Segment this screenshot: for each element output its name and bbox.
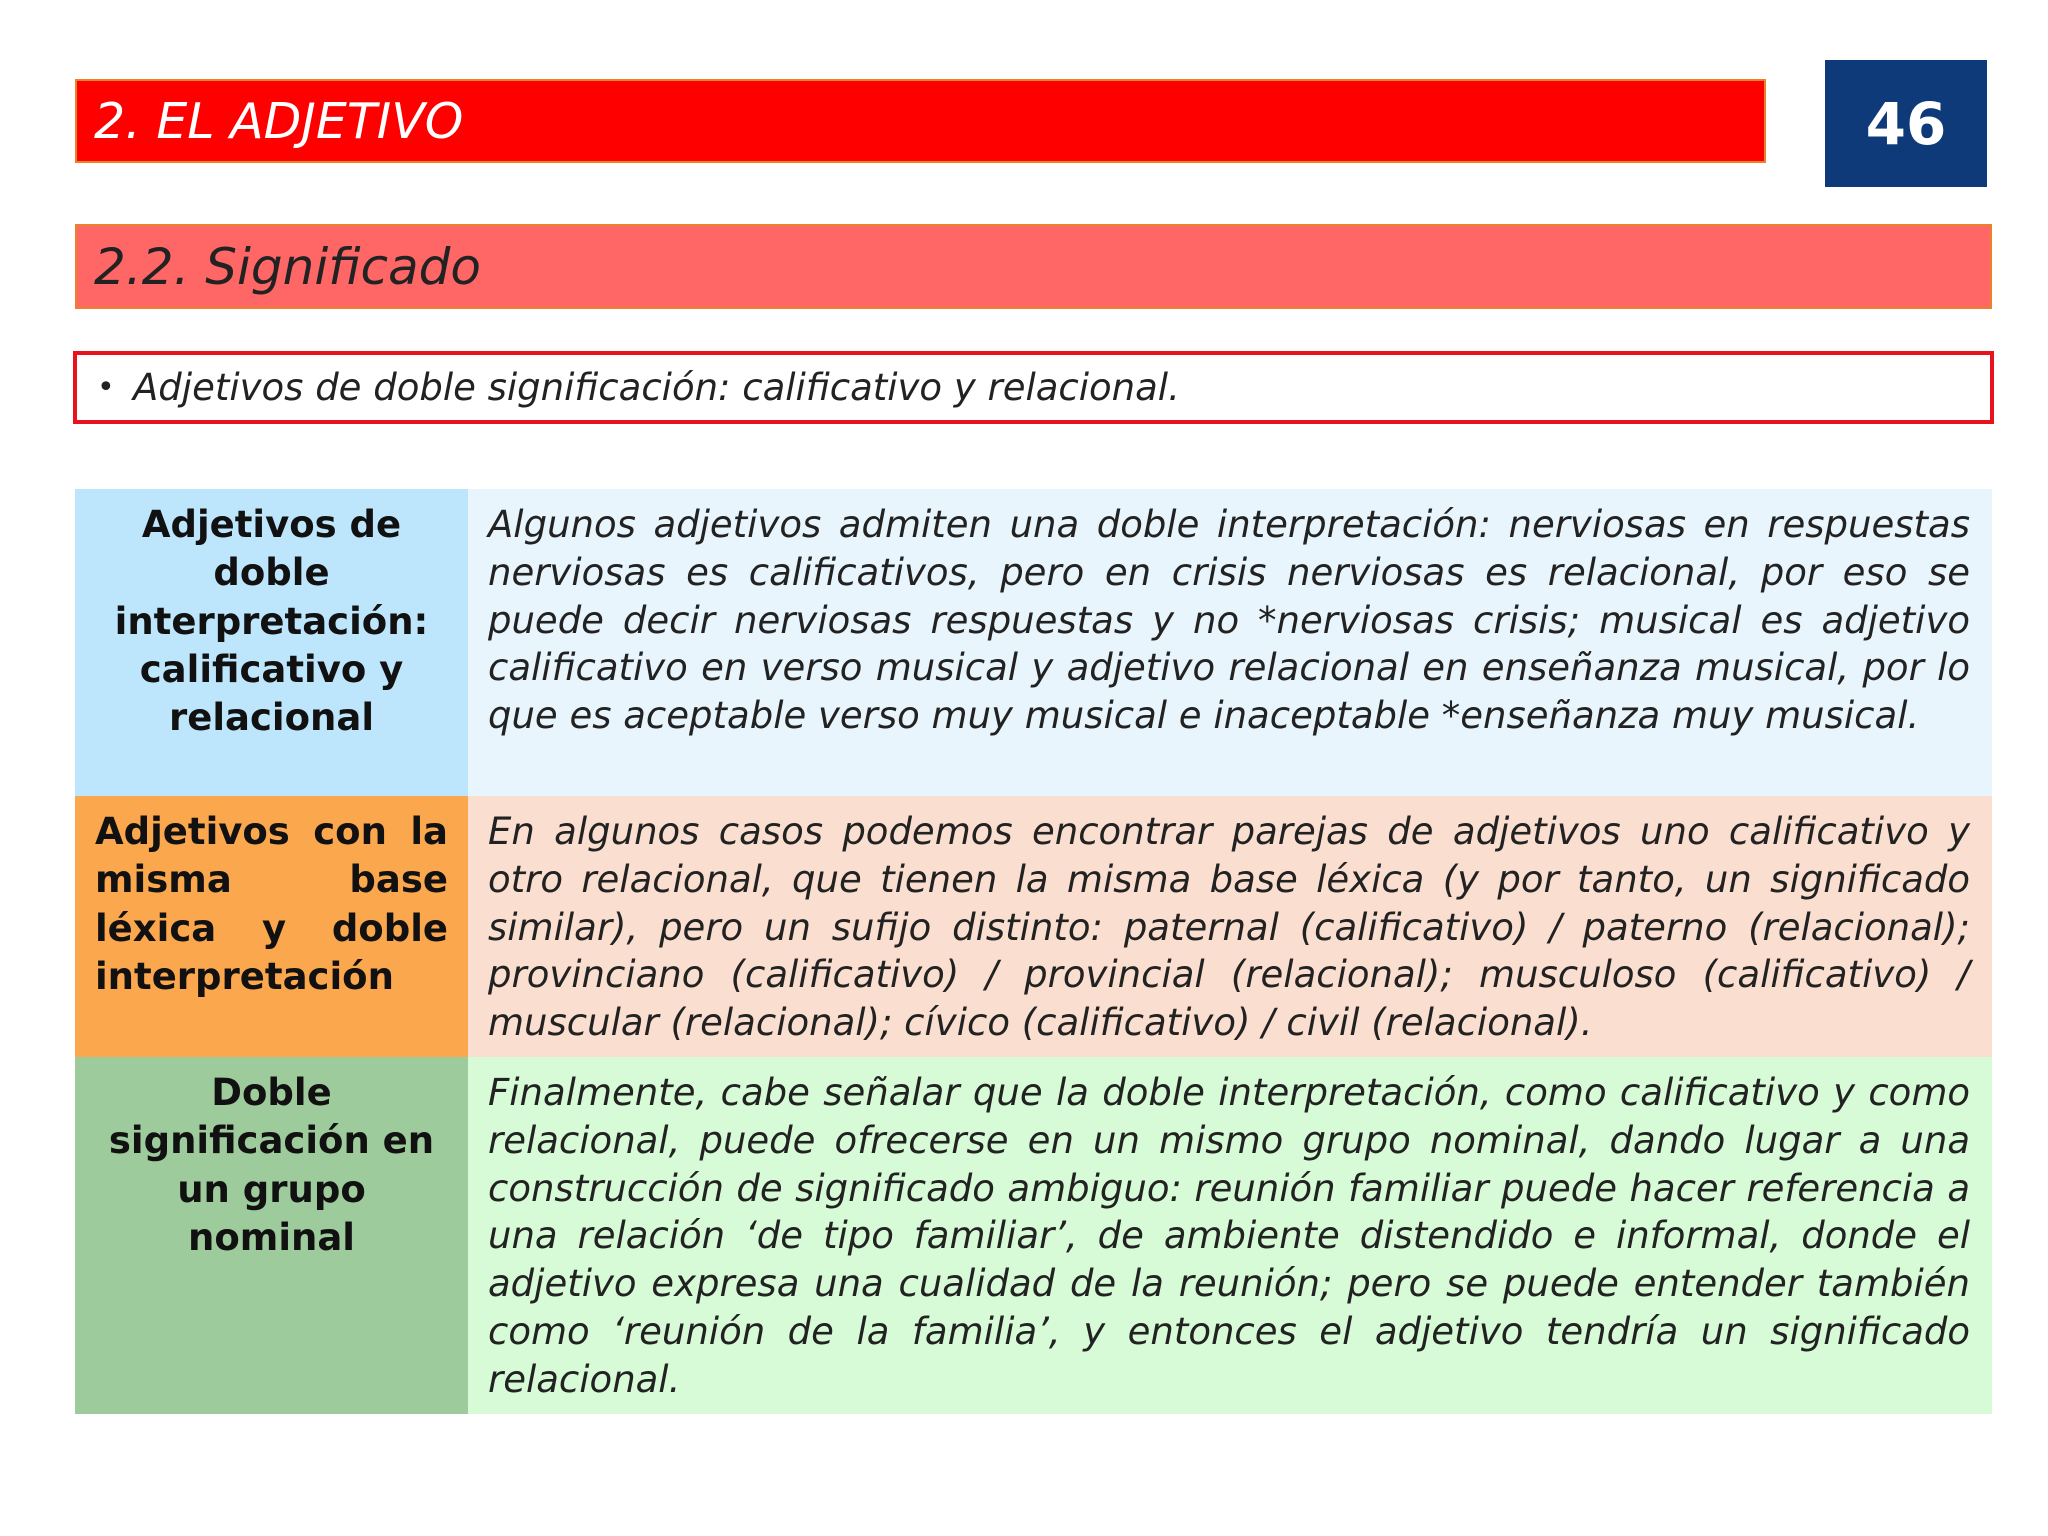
row-content: Finalmente, cabe señalar que la doble interpretación, como calificativo y como relacional, puede ofrecerse en un mismo grupo nominal, dando lugar a una construcción de significado ambiguo: reunión familiar puede hacer referencia a una relación ‘de tipo familiar’, de ambiente distendido e informal, donde el adjetivo expresa una cualidad de la reunión; pero se puede entender también como ‘reunión de la familia’, y entonces el adjetivo tendría un significado relacional. bbox=[468, 1057, 1992, 1414]
row-content: En algunos casos podemos encontrar parejas de adjetivos uno calificativo y otro relacional, que tienen la misma base léxica (y por tanto, un significado similar), pero un sufijo distinto: paternal (calificativo) / paterno (relacional); provinciano (calificativo) / provincial (relacional); musculoso (calificativo) / muscular (relacional); cívico (calificativo) / civil (relacional). bbox=[468, 796, 1992, 1057]
subsection-title: 2.2. Significado bbox=[94, 237, 482, 296]
bullet-text: Adjetivos de doble significación: calificativo y relacional. bbox=[133, 366, 1180, 409]
table-row bbox=[75, 1057, 1992, 1414]
section-title-bar bbox=[75, 79, 1766, 163]
table-row bbox=[75, 489, 1992, 796]
row-label: Doble significación en un grupo nominal bbox=[75, 1057, 468, 1414]
bullet-marker: • bbox=[97, 370, 115, 405]
row-label: Adjetivos con la misma base léxica y doble interpretación bbox=[75, 796, 468, 1057]
subsection-title-bar bbox=[75, 224, 1992, 309]
table-row bbox=[75, 796, 1992, 1057]
info-table bbox=[75, 489, 1992, 1414]
row-label: Adjetivos de doble interpretación: calificativo y relacional bbox=[75, 489, 468, 796]
bullet-box bbox=[73, 351, 1994, 424]
page-number: 46 bbox=[1825, 60, 1987, 187]
section-title: 2. EL ADJETIVO bbox=[94, 92, 464, 150]
row-content: Algunos adjetivos admiten una doble interpretación: nerviosas en respuestas nerviosas es calificativos, pero en crisis nerviosas es relacional, por eso se puede decir nerviosas respuestas y no *nerviosas crisis; musical es adjetivo calificativo en verso musical y adjetivo relacional en enseñanza musical, por lo que es aceptable verso muy musical e inaceptable *enseñanza muy musical. bbox=[468, 489, 1992, 796]
